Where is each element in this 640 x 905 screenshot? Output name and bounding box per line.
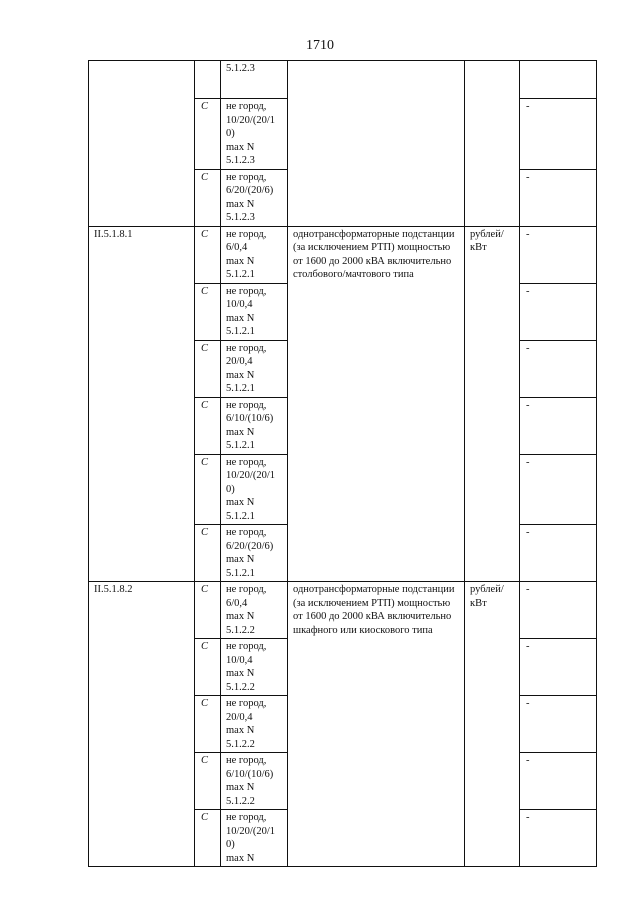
row-unit: [465, 61, 520, 227]
row-type: C: [195, 454, 221, 525]
row-param: 5.1.2.3: [221, 61, 288, 99]
row-type: C: [195, 169, 221, 226]
row-value: -: [520, 454, 597, 525]
row-value: -: [520, 810, 597, 867]
row-value: -: [520, 169, 597, 226]
table-row: [89, 226, 597, 283]
row-code: II.5.1.8.1: [89, 226, 195, 582]
row-description: однотрансформаторные подстанции (за исключением РТП) мощностью от 1600 до 2000 кВА включительно столбового/мачтового типа: [288, 226, 465, 582]
row-type: C: [195, 639, 221, 696]
row-value: -: [520, 753, 597, 810]
row-type: C: [195, 340, 221, 397]
table-row: [89, 582, 597, 639]
row-unit: рублей/ кВт: [465, 226, 520, 582]
row-value: -: [520, 226, 597, 283]
row-type: C: [195, 696, 221, 753]
row-value: -: [520, 696, 597, 753]
row-type: [195, 61, 221, 99]
row-code: II.5.1.8.2: [89, 582, 195, 867]
row-param: не город, 10/0,4 max N 5.1.2.2: [221, 639, 288, 696]
row-param: не город, 10/20/(20/1 0) max N 5.1.2.1: [221, 454, 288, 525]
tariff-table: [88, 60, 597, 867]
row-value: -: [520, 639, 597, 696]
row-type: C: [195, 99, 221, 170]
row-type: C: [195, 283, 221, 340]
row-param: не город, 6/0,4 max N 5.1.2.1: [221, 226, 288, 283]
row-value: [520, 61, 597, 99]
row-value: -: [520, 283, 597, 340]
row-param: не город, 10/20/(20/1 0) max N 5.1.2.3: [221, 99, 288, 170]
row-type: C: [195, 525, 221, 582]
page-number: 1710: [306, 38, 334, 53]
row-description: [288, 61, 465, 227]
row-param: не город, 6/20/(20/6) max N 5.1.2.3: [221, 169, 288, 226]
row-value: -: [520, 397, 597, 454]
row-code: [89, 61, 195, 227]
row-param: не город, 20/0,4 max N 5.1.2.1: [221, 340, 288, 397]
row-param: не город, 6/10/(10/6) max N 5.1.2.2: [221, 753, 288, 810]
row-param: не город, 10/0,4 max N 5.1.2.1: [221, 283, 288, 340]
row-type: C: [195, 753, 221, 810]
row-unit: рублей/ кВт: [465, 582, 520, 867]
row-param: не город, 6/0,4 max N 5.1.2.2: [221, 582, 288, 639]
row-value: -: [520, 99, 597, 170]
row-param: не город, 6/20/(20/6) max N 5.1.2.1: [221, 525, 288, 582]
row-type: C: [195, 226, 221, 283]
row-param: не город, 20/0,4 max N 5.1.2.2: [221, 696, 288, 753]
row-value: -: [520, 582, 597, 639]
row-param: не город, 6/10/(10/6) max N 5.1.2.1: [221, 397, 288, 454]
row-value: -: [520, 525, 597, 582]
row-param: не город, 10/20/(20/1 0) max N: [221, 810, 288, 867]
row-description: однотрансформаторные подстанции (за исключением РТП) мощностью от 1600 до 2000 кВА включительно шкафного или киоскового типа: [288, 582, 465, 867]
row-type: C: [195, 810, 221, 867]
row-type: C: [195, 582, 221, 639]
row-type: C: [195, 397, 221, 454]
table-row: [89, 61, 597, 99]
row-value: -: [520, 340, 597, 397]
